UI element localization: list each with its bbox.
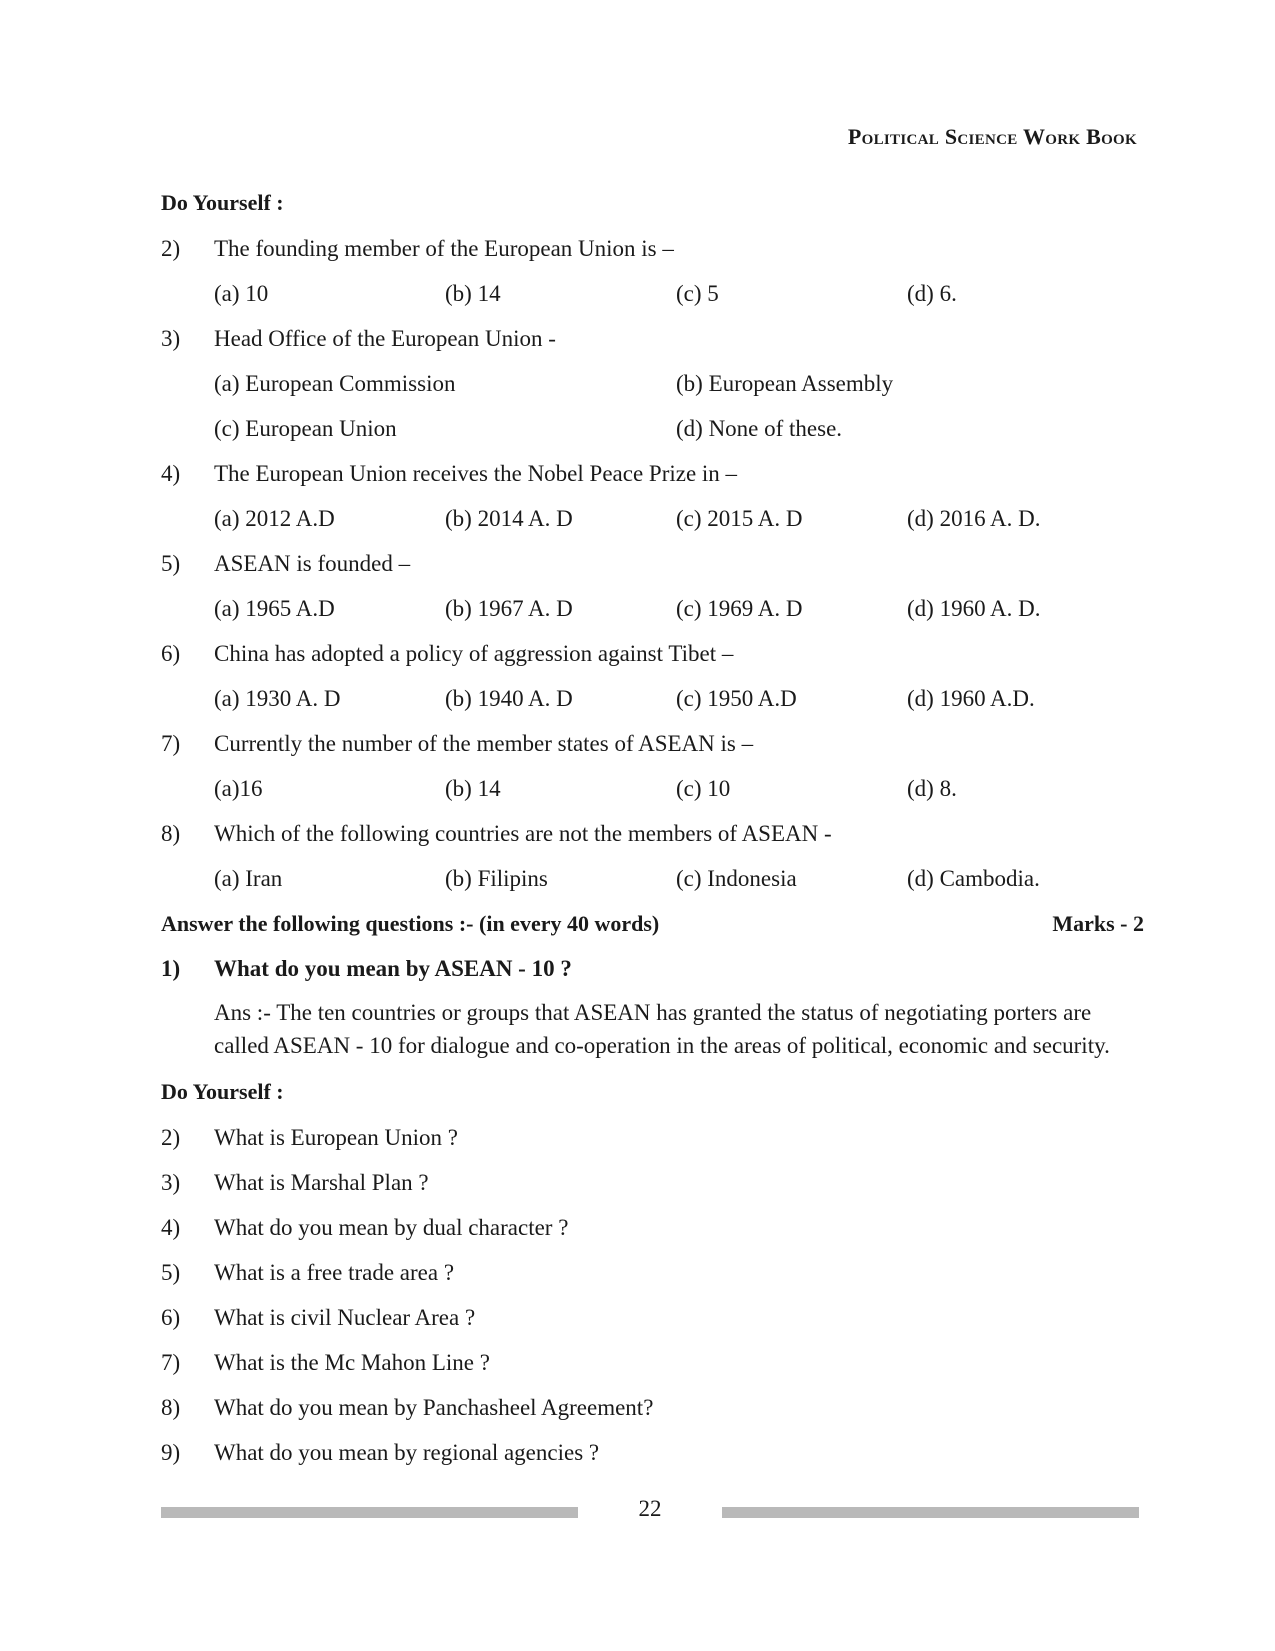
short-question-6 — [161, 1295, 1144, 1340]
option-a: (a) 1965 A.D — [214, 596, 335, 621]
question-text: What do you mean by ASEAN - 10 ? — [214, 956, 572, 981]
short-question-2 — [161, 1115, 1144, 1160]
option-d: (d) Cambodia. — [907, 866, 1040, 891]
question-number: 8) — [161, 1395, 181, 1420]
option-b: (b) 14 — [445, 776, 501, 801]
question-number: 5) — [161, 1260, 181, 1285]
question-number: 7) — [161, 731, 181, 756]
page-content — [161, 180, 1144, 1475]
question-text: What is European Union ? — [214, 1125, 458, 1150]
short-question-3 — [161, 1160, 1144, 1205]
option-c: (c) Indonesia — [676, 866, 797, 891]
option-d: (d) None of these. — [676, 416, 843, 441]
question-text: What is civil Nuclear Area ? — [214, 1305, 476, 1330]
mcq-question-2 — [161, 226, 1144, 316]
option-b: (b) European Assembly — [676, 371, 894, 396]
question-number: 3) — [161, 1170, 181, 1195]
question-text: ASEAN is founded – — [214, 551, 411, 576]
question-number: 2) — [161, 236, 181, 261]
question-number: 4) — [161, 461, 181, 486]
question-number: 4) — [161, 1215, 181, 1240]
footer-rule-left — [161, 1507, 578, 1518]
option-b: (b) 2014 A. D — [445, 506, 573, 531]
option-c: (c) 1969 A. D — [676, 596, 803, 621]
mcq-question-4 — [161, 451, 1144, 541]
question-number: 2) — [161, 1125, 181, 1150]
question-text: The European Union receives the Nobel Peace Prize in – — [214, 461, 738, 486]
short-question-8 — [161, 1385, 1144, 1430]
option-a: (a) 2012 A.D — [214, 506, 335, 531]
question-number: 8) — [161, 821, 181, 846]
question-text: What do you mean by dual character ? — [214, 1215, 569, 1240]
running-header: Political Science Work Book — [847, 124, 1137, 149]
option-a: (a) 1930 A. D — [214, 686, 341, 711]
footer-rule-right — [722, 1507, 1139, 1518]
option-a: (a) Iran — [214, 866, 283, 891]
question-text: The founding member of the European Union is – — [214, 236, 674, 261]
option-b: (b) 1967 A. D — [445, 596, 573, 621]
option-c: (c) 1950 A.D — [676, 686, 797, 711]
option-d: (d) 6. — [907, 281, 957, 306]
answer-text: Ans :- The ten countries or groups that ASEAN has granted the status of negotiating porters are called ASEAN - 10 for dialogue and co-operation in the areas of political, economic and security. — [214, 1000, 1110, 1058]
section-title-answer-questions: Answer the following questions :- (in every 40 words) — [161, 911, 660, 936]
question-text: Currently the number of the member states of ASEAN is – — [214, 731, 754, 756]
question-text: What do you mean by Panchasheel Agreement? — [214, 1395, 654, 1420]
mcq-question-8 — [161, 811, 1144, 901]
question-text: Which of the following countries are not the members of ASEAN - — [214, 821, 832, 846]
question-number: 5) — [161, 551, 181, 576]
section-title-do-yourself-short: Do Yourself : — [161, 1079, 284, 1104]
option-c: (c) 5 — [676, 281, 719, 306]
question-text: Head Office of the European Union - — [214, 326, 556, 351]
question-text: China has adopted a policy of aggression against Tibet – — [214, 641, 734, 666]
question-text: What is the Mc Mahon Line ? — [214, 1350, 490, 1375]
page-number: 22 — [638, 1496, 662, 1521]
option-d: (d) 8. — [907, 776, 957, 801]
mcq-question-6 — [161, 631, 1144, 721]
section-title-do-yourself-mcq: Do Yourself : — [161, 190, 284, 215]
option-a: (a) European Commission — [214, 371, 456, 396]
mcq-question-5 — [161, 541, 1144, 631]
option-a: (a) 10 — [214, 281, 269, 306]
option-c: (c) European Union — [214, 416, 397, 441]
option-a: (a)16 — [214, 776, 263, 801]
section-heading-answer-questions — [161, 901, 1144, 946]
question-number: 6) — [161, 641, 181, 666]
option-d: (d) 1960 A.D. — [907, 686, 1035, 711]
short-question-4 — [161, 1205, 1144, 1250]
mcq-question-3 — [161, 316, 1144, 451]
short-question-5 — [161, 1250, 1144, 1295]
option-d: (d) 2016 A. D. — [907, 506, 1041, 531]
question-number: 7) — [161, 1350, 181, 1375]
marks-label: Marks - 2 — [1052, 911, 1144, 936]
question-text: What do you mean by regional agencies ? — [214, 1440, 600, 1465]
option-b: (b) Filipins — [445, 866, 548, 891]
option-c: (c) 2015 A. D — [676, 506, 803, 531]
question-number: 6) — [161, 1305, 181, 1330]
mcq-question-7 — [161, 721, 1144, 811]
option-b: (b) 1940 A. D — [445, 686, 573, 711]
question-number: 9) — [161, 1440, 181, 1465]
option-d: (d) 1960 A. D. — [907, 596, 1041, 621]
option-c: (c) 10 — [676, 776, 731, 801]
question-number: 3) — [161, 326, 181, 351]
option-b: (b) 14 — [445, 281, 501, 306]
question-number: 1) — [161, 956, 181, 981]
question-text: What is Marshal Plan ? — [214, 1170, 429, 1195]
short-question-7 — [161, 1340, 1144, 1385]
short-question-9 — [161, 1430, 1144, 1475]
question-text: What is a free trade area ? — [214, 1260, 455, 1285]
short-question-1 — [161, 946, 1144, 991]
